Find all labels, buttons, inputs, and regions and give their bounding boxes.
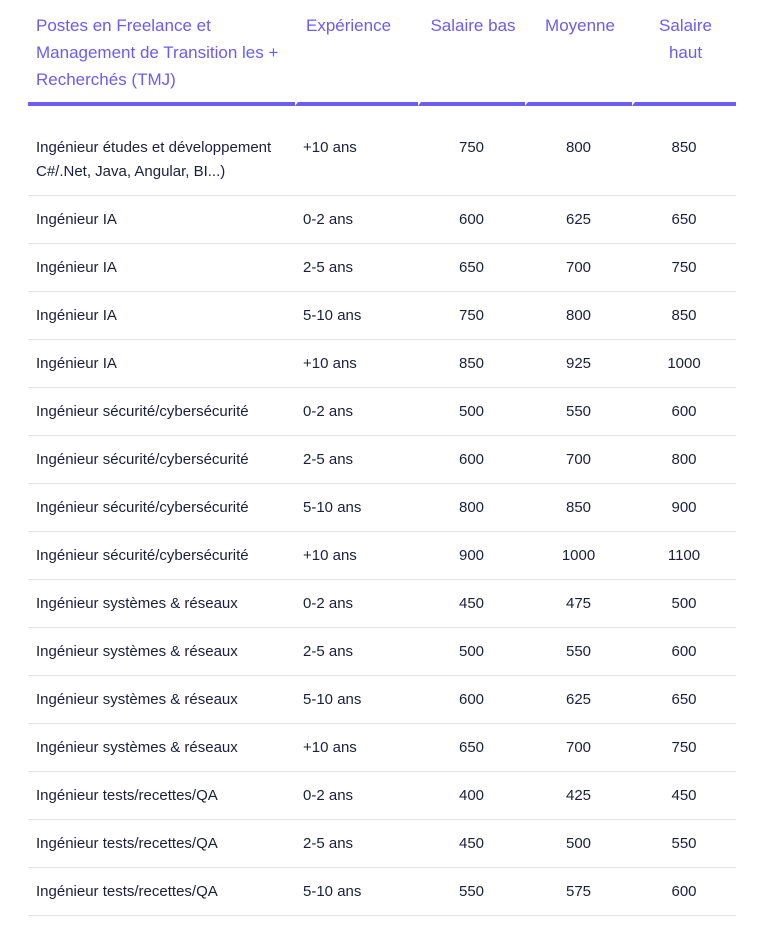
cell-salary-low: 550 xyxy=(418,868,525,916)
table-row xyxy=(28,628,736,676)
cell-salary-low: 750 xyxy=(418,120,525,196)
cell-position: Ingénieur systèmes & réseaux xyxy=(28,580,295,628)
cell-salary-low: 600 xyxy=(418,676,525,724)
cell-salary-low: 850 xyxy=(418,340,525,388)
cell-experience: 5-10 ans xyxy=(295,868,418,916)
cell-salary-low: 500 xyxy=(418,388,525,436)
cell-salary-high: 1000 xyxy=(632,340,736,388)
cell-position: Ingénieur systèmes & réseaux xyxy=(28,724,295,772)
header-position: Postes en Freelance et Management de Transition les + Recherchés (TMJ) xyxy=(28,0,295,106)
table-row xyxy=(28,868,736,916)
cell-salary-low: 450 xyxy=(418,580,525,628)
table-row xyxy=(28,196,736,244)
cell-salary-high: 750 xyxy=(632,244,736,292)
cell-experience: 0-2 ans xyxy=(295,772,418,820)
table-row xyxy=(28,292,736,340)
cell-salary-high: 600 xyxy=(632,388,736,436)
cell-salary-high: 600 xyxy=(632,868,736,916)
cell-salary-low: 600 xyxy=(418,436,525,484)
cell-salary-high: 550 xyxy=(632,820,736,868)
cell-salary-high: 900 xyxy=(632,484,736,532)
cell-salary-high: 500 xyxy=(632,580,736,628)
cell-position: Ingénieur sécurité/cybersécurité xyxy=(28,532,295,580)
table-row xyxy=(28,244,736,292)
header-spacer xyxy=(28,106,736,120)
table-row xyxy=(28,820,736,868)
cell-salary-low: 650 xyxy=(418,724,525,772)
cell-experience: 5-10 ans xyxy=(295,292,418,340)
cell-average: 500 xyxy=(525,820,632,868)
cell-experience: 2-5 ans xyxy=(295,436,418,484)
table-row xyxy=(28,676,736,724)
cell-position: Ingénieur tests/recettes/QA xyxy=(28,772,295,820)
cell-position: Ingénieur études et développement C#/.Net, Java, Angular, BI...) xyxy=(28,120,295,196)
cell-average: 425 xyxy=(525,772,632,820)
table-row xyxy=(28,532,736,580)
header-experience: Expérience xyxy=(295,0,418,106)
table-header xyxy=(28,0,736,106)
table-row xyxy=(28,724,736,772)
cell-position: Ingénieur IA xyxy=(28,244,295,292)
table-body xyxy=(28,106,736,916)
table-row xyxy=(28,388,736,436)
cell-average: 550 xyxy=(525,628,632,676)
cell-salary-low: 900 xyxy=(418,532,525,580)
cell-salary-high: 600 xyxy=(632,628,736,676)
cell-salary-low: 500 xyxy=(418,628,525,676)
cell-experience: 0-2 ans xyxy=(295,196,418,244)
cell-experience: +10 ans xyxy=(295,120,418,196)
cell-salary-low: 800 xyxy=(418,484,525,532)
cell-position: Ingénieur IA xyxy=(28,340,295,388)
header-row xyxy=(28,0,736,106)
cell-position: Ingénieur sécurité/cybersécurité xyxy=(28,484,295,532)
cell-salary-high: 750 xyxy=(632,724,736,772)
cell-salary-high: 650 xyxy=(632,196,736,244)
cell-position: Ingénieur IA xyxy=(28,196,295,244)
cell-average: 625 xyxy=(525,676,632,724)
header-average: Moyenne xyxy=(525,0,632,106)
cell-position: Ingénieur tests/recettes/QA xyxy=(28,820,295,868)
cell-experience: 2-5 ans xyxy=(295,244,418,292)
cell-experience: 0-2 ans xyxy=(295,580,418,628)
cell-position: Ingénieur systèmes & réseaux xyxy=(28,628,295,676)
cell-salary-high: 650 xyxy=(632,676,736,724)
cell-average: 800 xyxy=(525,292,632,340)
cell-position: Ingénieur sécurité/cybersécurité xyxy=(28,388,295,436)
cell-average: 475 xyxy=(525,580,632,628)
cell-average: 625 xyxy=(525,196,632,244)
cell-average: 1000 xyxy=(525,532,632,580)
cell-position: Ingénieur tests/recettes/QA xyxy=(28,868,295,916)
table-row xyxy=(28,120,736,196)
cell-average: 850 xyxy=(525,484,632,532)
table-row xyxy=(28,580,736,628)
cell-position: Ingénieur sécurité/cybersécurité xyxy=(28,436,295,484)
cell-experience: 5-10 ans xyxy=(295,676,418,724)
cell-average: 925 xyxy=(525,340,632,388)
cell-salary-low: 750 xyxy=(418,292,525,340)
cell-experience: 0-2 ans xyxy=(295,388,418,436)
table-row xyxy=(28,436,736,484)
cell-average: 575 xyxy=(525,868,632,916)
table-row xyxy=(28,772,736,820)
table-row xyxy=(28,484,736,532)
cell-average: 550 xyxy=(525,388,632,436)
cell-average: 700 xyxy=(525,724,632,772)
cell-average: 700 xyxy=(525,244,632,292)
cell-salary-low: 650 xyxy=(418,244,525,292)
cell-experience: +10 ans xyxy=(295,340,418,388)
cell-salary-low: 450 xyxy=(418,820,525,868)
header-salary-low: Salaire bas xyxy=(418,0,525,106)
cell-average: 800 xyxy=(525,120,632,196)
cell-salary-low: 400 xyxy=(418,772,525,820)
cell-salary-high: 1100 xyxy=(632,532,736,580)
cell-experience: +10 ans xyxy=(295,532,418,580)
cell-salary-low: 600 xyxy=(418,196,525,244)
cell-experience: 2-5 ans xyxy=(295,628,418,676)
salary-table-container xyxy=(28,0,736,916)
cell-average: 700 xyxy=(525,436,632,484)
cell-experience: 2-5 ans xyxy=(295,820,418,868)
cell-salary-high: 450 xyxy=(632,772,736,820)
table-row xyxy=(28,340,736,388)
cell-salary-high: 800 xyxy=(632,436,736,484)
cell-experience: +10 ans xyxy=(295,724,418,772)
cell-experience: 5-10 ans xyxy=(295,484,418,532)
salary-table xyxy=(28,0,736,916)
cell-position: Ingénieur systèmes & réseaux xyxy=(28,676,295,724)
cell-salary-high: 850 xyxy=(632,120,736,196)
header-salary-high: Salaire haut xyxy=(632,0,736,106)
cell-position: Ingénieur IA xyxy=(28,292,295,340)
cell-salary-high: 850 xyxy=(632,292,736,340)
